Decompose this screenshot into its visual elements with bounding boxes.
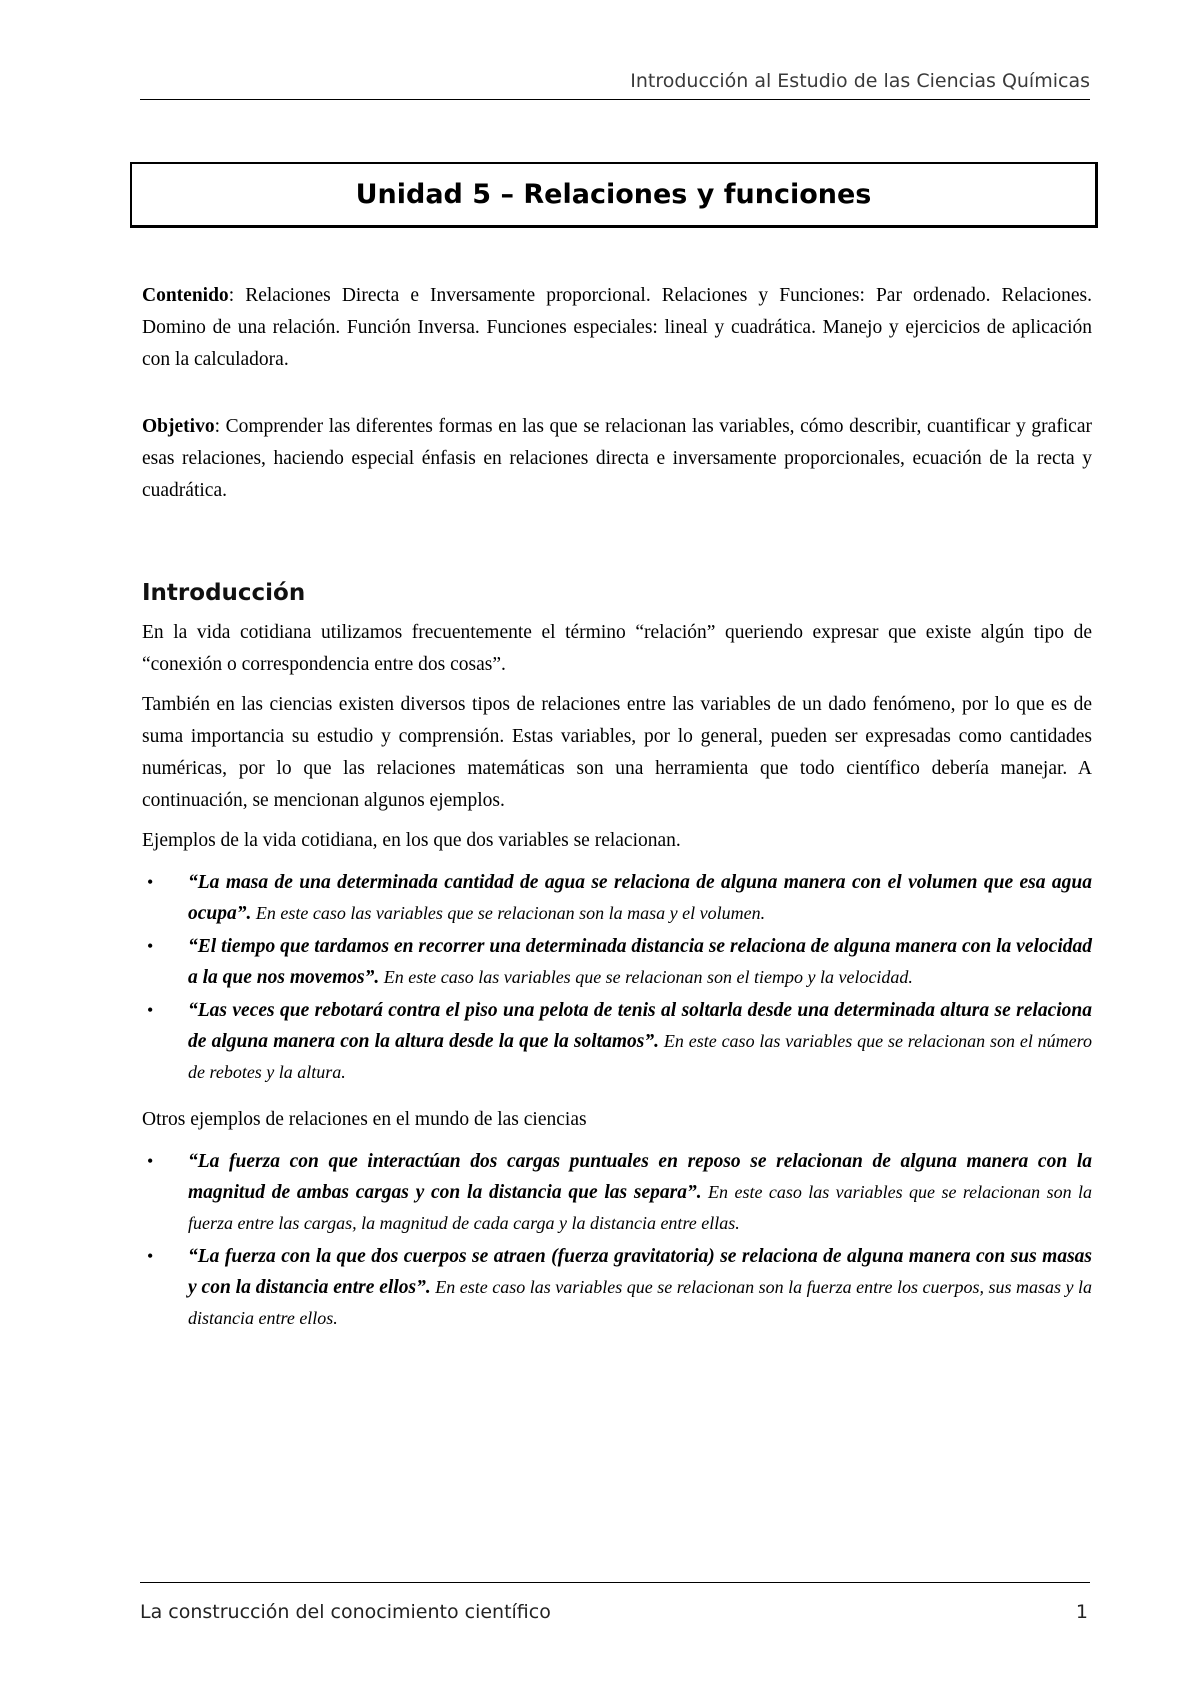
section-heading-introduccion: Introducción	[142, 580, 306, 606]
example-explanation: En este caso las variables que se relacionan son la fuerza entre los cuerpos, sus masas y la distancia entre ellos.	[188, 1277, 1092, 1328]
list-item	[142, 1241, 1092, 1334]
example-quote: “La fuerza con que interactúan dos cargas puntuales en reposo se relacionan de alguna manera con la magnitud de ambas cargas y con la distancia que las separa”.	[188, 1151, 1092, 1203]
daily-examples-list	[142, 867, 1092, 1088]
running-footer: La construcción del conocimiento científico	[140, 1601, 551, 1623]
example-explanation: En este caso las variables que se relacionan son la masa y el volumen.	[251, 903, 766, 923]
objetivo-text: : Comprender las diferentes formas en las que se relacionan las variables, cómo describir, cuantificar y graficar esas relaciones, haciendo especial énfasis en relaciones directa e inversamente proporcionales, ecuación de la recta y cuadrática.	[142, 416, 1092, 501]
contenido-text: : Relaciones Directa e Inversamente proporcional. Relaciones y Funciones: Par ordenado. Relaciones. Domino de una relación. Función Inversa. Funciones especiales: lineal y cuadrática. Manejo y ejercicios de aplicación con la calculadora.	[142, 285, 1092, 370]
example-explanation: En este caso las variables que se relacionan son el número de rebotes y la altura.	[188, 1031, 1093, 1082]
intro-paragraph-1: En la vida cotidiana utilizamos frecuentemente el término “relación” queriendo expresar que existe algún tipo de “conexión o correspondencia entre dos cosas”.	[142, 622, 1092, 675]
list-item	[142, 995, 1092, 1088]
objetivo-label: Objetivo	[142, 416, 215, 437]
bullet-icon: •	[147, 1246, 154, 1266]
list-item	[142, 931, 1092, 993]
page-number: 1	[1075, 1601, 1088, 1623]
footer-divider	[140, 1582, 1090, 1583]
running-header: Introducción al Estudio de las Ciencias Químicas	[630, 70, 1090, 92]
intro-paragraph-2: También en las ciencias existen diversos tipos de relaciones entre las variables de un dado fenómeno, por lo que es de suma importancia su estudio y comprensión. Estas variables, por lo general, pueden ser expresadas como cantidades numéricas, por lo que las relaciones matemáticas son una herramienta que todo científico debería manejar. A continuación, se mencionan algunos ejemplos.	[142, 694, 1092, 811]
example-explanation: En este caso las variables que se relacionan son la fuerza entre las cargas, la magnitud de cada carga y la distancia entre ellas.	[188, 1182, 1092, 1233]
list-item	[142, 867, 1092, 929]
contenido-paragraph	[142, 280, 1092, 376]
header-divider	[140, 99, 1090, 100]
objetivo-paragraph	[142, 411, 1092, 507]
example-quote: “La fuerza con la que dos cuerpos se atraen (fuerza gravitatoria) se relaciona de alguna manera con sus masas y con la distancia entre ellos”.	[188, 1246, 1092, 1298]
example-quote: “El tiempo que tardamos en recorrer una determinada distancia se relaciona de alguna manera con la velocidad a la que nos movemos”.	[188, 936, 1092, 988]
science-examples-intro: Otros ejemplos de relaciones en el mundo de las ciencias	[142, 1109, 587, 1130]
example-quote: “La masa de una determinada cantidad de agua se relaciona de alguna manera con el volumen que esa agua ocupa”.	[188, 872, 1092, 924]
bullet-icon: •	[147, 1000, 154, 1020]
example-quote: “Las veces que rebotará contra el piso una pelota de tenis al soltarla desde una determinada altura se relaciona de alguna manera con la altura desde la que la soltamos”.	[188, 1000, 1092, 1052]
bullet-icon: •	[147, 936, 154, 956]
page-body	[142, 280, 1092, 1350]
list-item	[142, 1146, 1092, 1239]
unit-title: Unidad 5 – Relaciones y funciones	[355, 179, 872, 210]
bullet-icon: •	[147, 872, 154, 892]
bullet-icon: •	[147, 1151, 154, 1171]
contenido-label: Contenido	[142, 285, 229, 306]
intro-paragraph-3: Ejemplos de la vida cotidiana, en los que dos variables se relacionan.	[142, 830, 681, 851]
example-explanation: En este caso las variables que se relacionan son el tiempo y la velocidad.	[379, 967, 913, 987]
unit-title-box	[130, 162, 1098, 228]
science-examples-list	[142, 1146, 1092, 1334]
